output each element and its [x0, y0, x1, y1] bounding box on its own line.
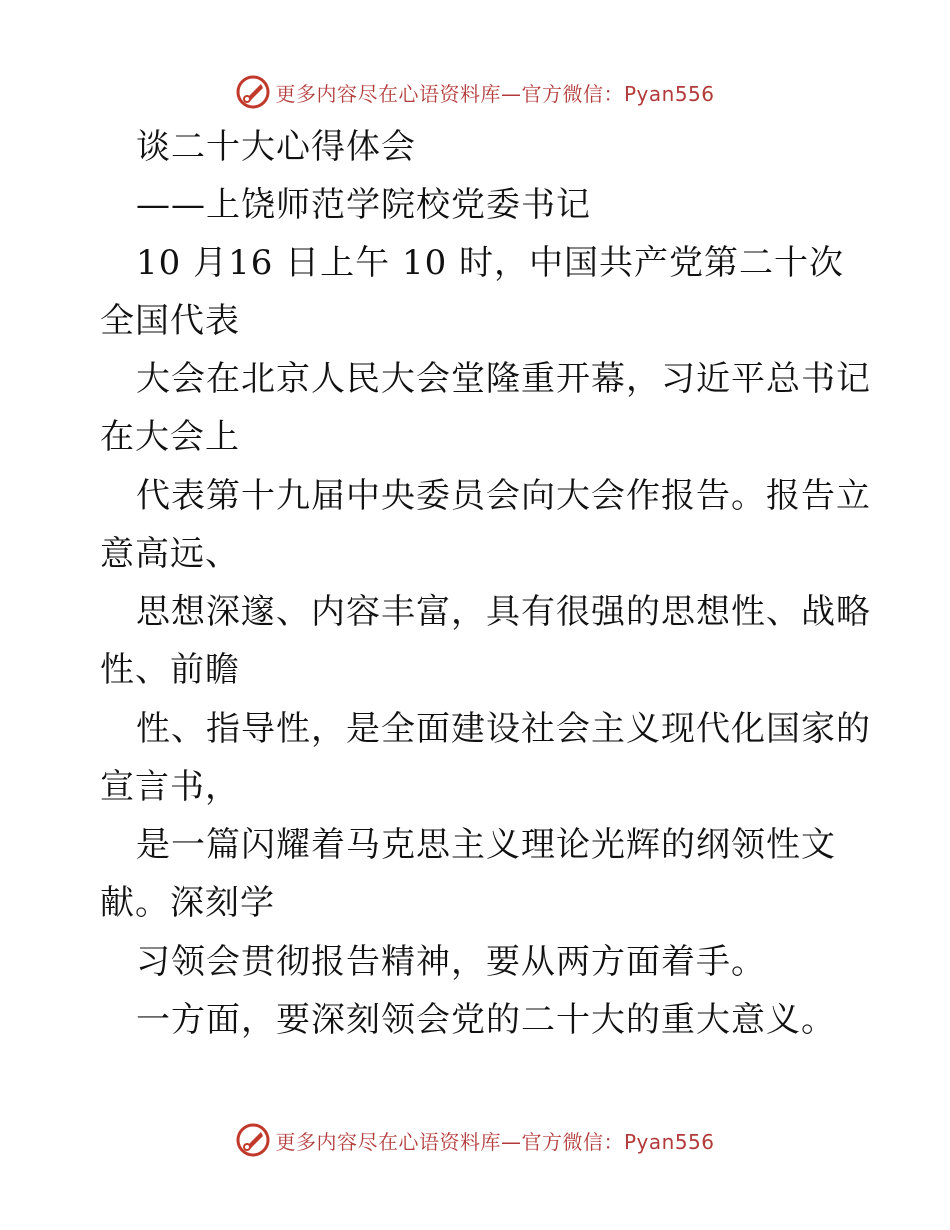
document-title: 谈二十大心得体会: [136, 127, 416, 167]
header-banner-text: 更多内容尽在心语资料库—官方微信：: [275, 81, 624, 106]
paragraph-line: 献。深刻学: [100, 883, 275, 923]
paragraph-line: 思想深邃、内容丰富，具有很强的思想性、战略: [136, 592, 871, 632]
footer-banner-text: 更多内容尽在心语资料库—官方微信：: [275, 1129, 624, 1154]
paragraph-line: 一方面，要深刻领会党的二十大的重大意义。: [136, 1000, 836, 1040]
paragraph-line: 性、前瞻: [100, 650, 240, 690]
paragraph-line: 性、指导性，是全面建设社会主义现代化国家的: [136, 709, 871, 749]
paragraph-line: 意高远、: [100, 534, 240, 574]
paragraph-line: 代表第十九届中央委员会向大会作报告。报告立: [136, 476, 871, 516]
paragraph-line: 大会在北京人民大会堂隆重开幕，习近平总书记: [136, 359, 871, 399]
paragraph-line: 宣言书，: [100, 767, 240, 807]
paragraph-line: 全国代表: [100, 301, 240, 341]
header-banner-wechat: Pyan556: [623, 81, 715, 106]
footer-banner-wechat: Pyan556: [623, 1129, 715, 1154]
footer-banner: [0, 1120, 950, 1160]
paragraph-line: 10 月16 日上午 10 时，中国共产党第二十次: [136, 243, 845, 283]
paragraph-line: 在大会上: [100, 417, 240, 457]
paragraph-line: 习领会贯彻报告精神，要从两方面着手。: [136, 942, 766, 982]
paragraph-line: 是一篇闪耀着马克思主义理论光辉的纲领性文: [136, 825, 836, 865]
quill-logo-icon: [235, 1122, 271, 1158]
document-subtitle: ——上饶师范学院校党委书记: [136, 185, 591, 225]
